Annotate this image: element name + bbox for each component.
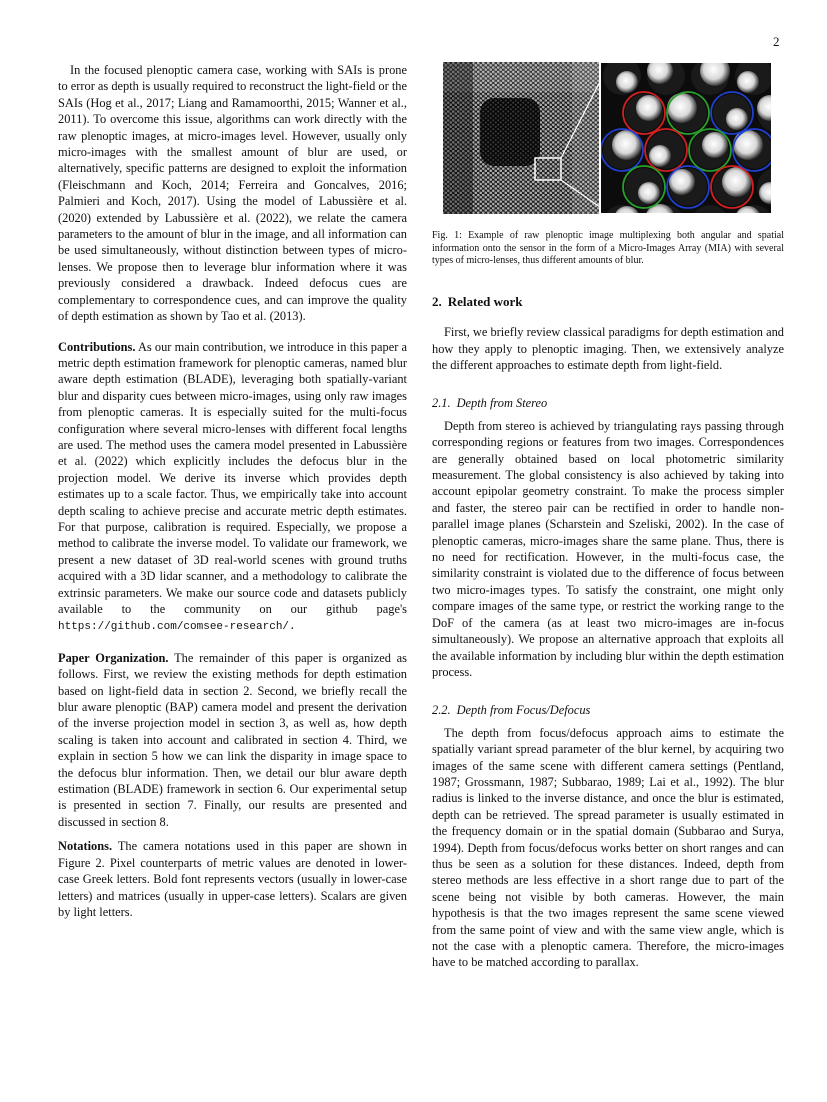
organization-paragraph [58,650,407,830]
raw-plenoptic-image [432,62,784,222]
contributions-heading: Contributions. [58,339,136,354]
page-number: 2 [773,34,780,49]
github-link[interactable]: https://github.com/comsee-research/. [58,621,296,634]
left-column [58,62,407,920]
micro-image [647,131,685,169]
focus-defocus-paragraph: The depth from focus/defocus approach aims to estimate the spatially variant spread parameter of the blur kernel, by acquiring two images of the same scene with different camera settings (Pentland, 1987; Grossmann, 1987; Subbarao, 1989; Lai et al., 1992). The blur radius is linked to the inverse distance, and once the blur is estimated, depth can be retrieved. The spread parameter is usually estimated in the frequency domain or in the spatial domain (Subbarao and Surya, 1994). Depth from focus/defocus works better on short ranges and can thus be seen as a solution for these distances. Indeed, depth from stereo methods are less effective in a short range due to part of the scene being not visible by both cameras. However, the main hypothesis is that the two images represent the same scene viewed from the same point of view and with the same view angle, which is not the case with a plenoptic camera. Therefore, the micro-images have to be matched according to parallax. [432,725,784,970]
micro-image [669,168,707,206]
notations-text: The camera notations used in this paper are shown in Figure 2. Pixel counterparts of metric values are denoted in lower-case Greek letters. Bold font represents vectors (usually in lower-case letters) and matrices (usually in upper-case letters). Scalars are given by light letters. [58,839,407,919]
section-number: 2. [432,293,442,309]
organization-heading: Paper Organization. [58,650,169,665]
related-work-paragraph: First, we briefly review classical paradigms for depth estimation and how they apply to plenoptic imaging. Then, we extensively analyze the different approaches to estimate depth from light-field. [432,325,784,372]
section-title: Related work [447,293,523,309]
subsection-number: 2.2. [432,703,451,718]
subsection-title: Depth from Stereo [456,396,548,411]
micro-image [713,94,751,132]
subsection-title: Depth from Focus/Defocus [456,703,591,718]
notations-paragraph [58,838,407,920]
figure-caption: Fig. 1: Example of raw plenoptic image multiplexing both angular and spatial information onto the sensor in the form of a Micro-Images Array (MIA) with several types of micro-lenses, thus different amounts of blur. [432,230,784,267]
figure-1 [432,62,784,222]
subsection-number: 2.1. [432,396,451,411]
contributions-paragraph [58,339,407,636]
micro-image [625,94,663,132]
micro-image [625,168,663,206]
subsection-heading-stereo [432,395,784,411]
intro-paragraph: In the focused plenoptic camera case, working with SAIs is prone to error as depth is usually required to reconstruct the light-field or the SAIs (Hog et al., 2017; Liang and Ramamoorthi, 2015; Wanner et al., 2011). To overcome this issue, algorithms can work directly with the raw plenoptic images, at micro-images level. However, usually only micro-images with the smallest amount of blur are used, or alternatively, specific patterns are designed to exploit the information (Fleischmann and Koch, 2014; Ferreira and Goncalves, 2016; Palmieri and Koch, 2017). Using the model of Labussière et al. (2020) extended by Labussière et al. (2022), we relate the camera parameters to the amount of blur in the image, and all information can be used simultaneously, without distinction between types of micro-lenses. We propose then to leverage blur information where it was previously considered a drawback. Indeed defocus cues are complementary to correspondence cues, and can improve the quality of depth estimation as shown by Tao et al. (2013). [58,63,407,324]
micro-image [691,131,729,169]
right-column [432,62,784,971]
section-heading-related-work [432,294,784,310]
contributions-text: As our main contribution, we introduce in this paper a metric depth estimation framework for plenoptic cameras, named blur aware depth estimation (BLADE), leveraging both spatially-variant blur and disparity cues between micro-images, using only raw images from plenoptic cameras. It is especially suited for the multi-focus configuration where several micro-lenses with different focal lengths are used. The method uses the camera model presented in Labussière et al. (2022) which explicitly includes the defocus blur in the projection model. We derive its inverse which provides depth estimates up to a scale factor. Thus, we empirically take into account depth scaling to achieve precise and accurate metric depth estimates. For that purpose, calibration is required. Especially, we propose a method to calibrate the inverse model. To validate our framework, we present a new dataset of 3D real-world scenes with ground truths acquired with a 3D lidar scanner, and a methodology to calibrate the extrinsic parameters. We make our source code and datasets publicly available to the community on our github page's [58,339,407,616]
zoomed-micro-images [600,62,784,222]
micro-images-array [443,62,599,214]
stereo-paragraph: Depth from stereo is achieved by triangulating rays passing through corresponding regions or features from two images. Correspondences are generally obtained based on local photometric similarity measurement. The global consistency is also achieved by taking into account epipolar geometry constraint. To make the process simpler and faster, the stereo pair can be rectified in order to handle non-parallel image planes (Scharstein and Szeliski, 2002). In the case of plenoptic cameras, micro-images share the same plane. Thus, there is no need for rectification. However, in the multi-focus case, the similarity constraint is violated due to the difference of focus between two micro-images types. To satisfy the constraint, one might only compare images of the same type, or restrict the working range to the DoF of the camera (as at least two micro-images are in-focus simultaneously). We propose an alternative approach that exploits all the available information by including blur within the depth estimation process. [432,418,784,679]
notations-heading: Notations. [58,839,113,854]
organization-text: The remainder of this paper is organized as follows. First, we review the existing methods for depth estimation based on light-field data in section 2. Second, we briefly recall the blur aware plenoptic (BAP) camera model and present the derivation of the inverse projection model in section 3, as well as, how depth scaling is taken into account and calibrated in section 4. Third, we explain in section 5 how we can link the disparity in image space to the defocus blur information. Then, we detail our blur aware depth estimation (BLADE) framework in section 6. Our experimental setup is presented in section 7. Finally, our results are presented and discussed in section 8. [58,650,408,829]
subsection-heading-focus-defocus [432,702,784,718]
